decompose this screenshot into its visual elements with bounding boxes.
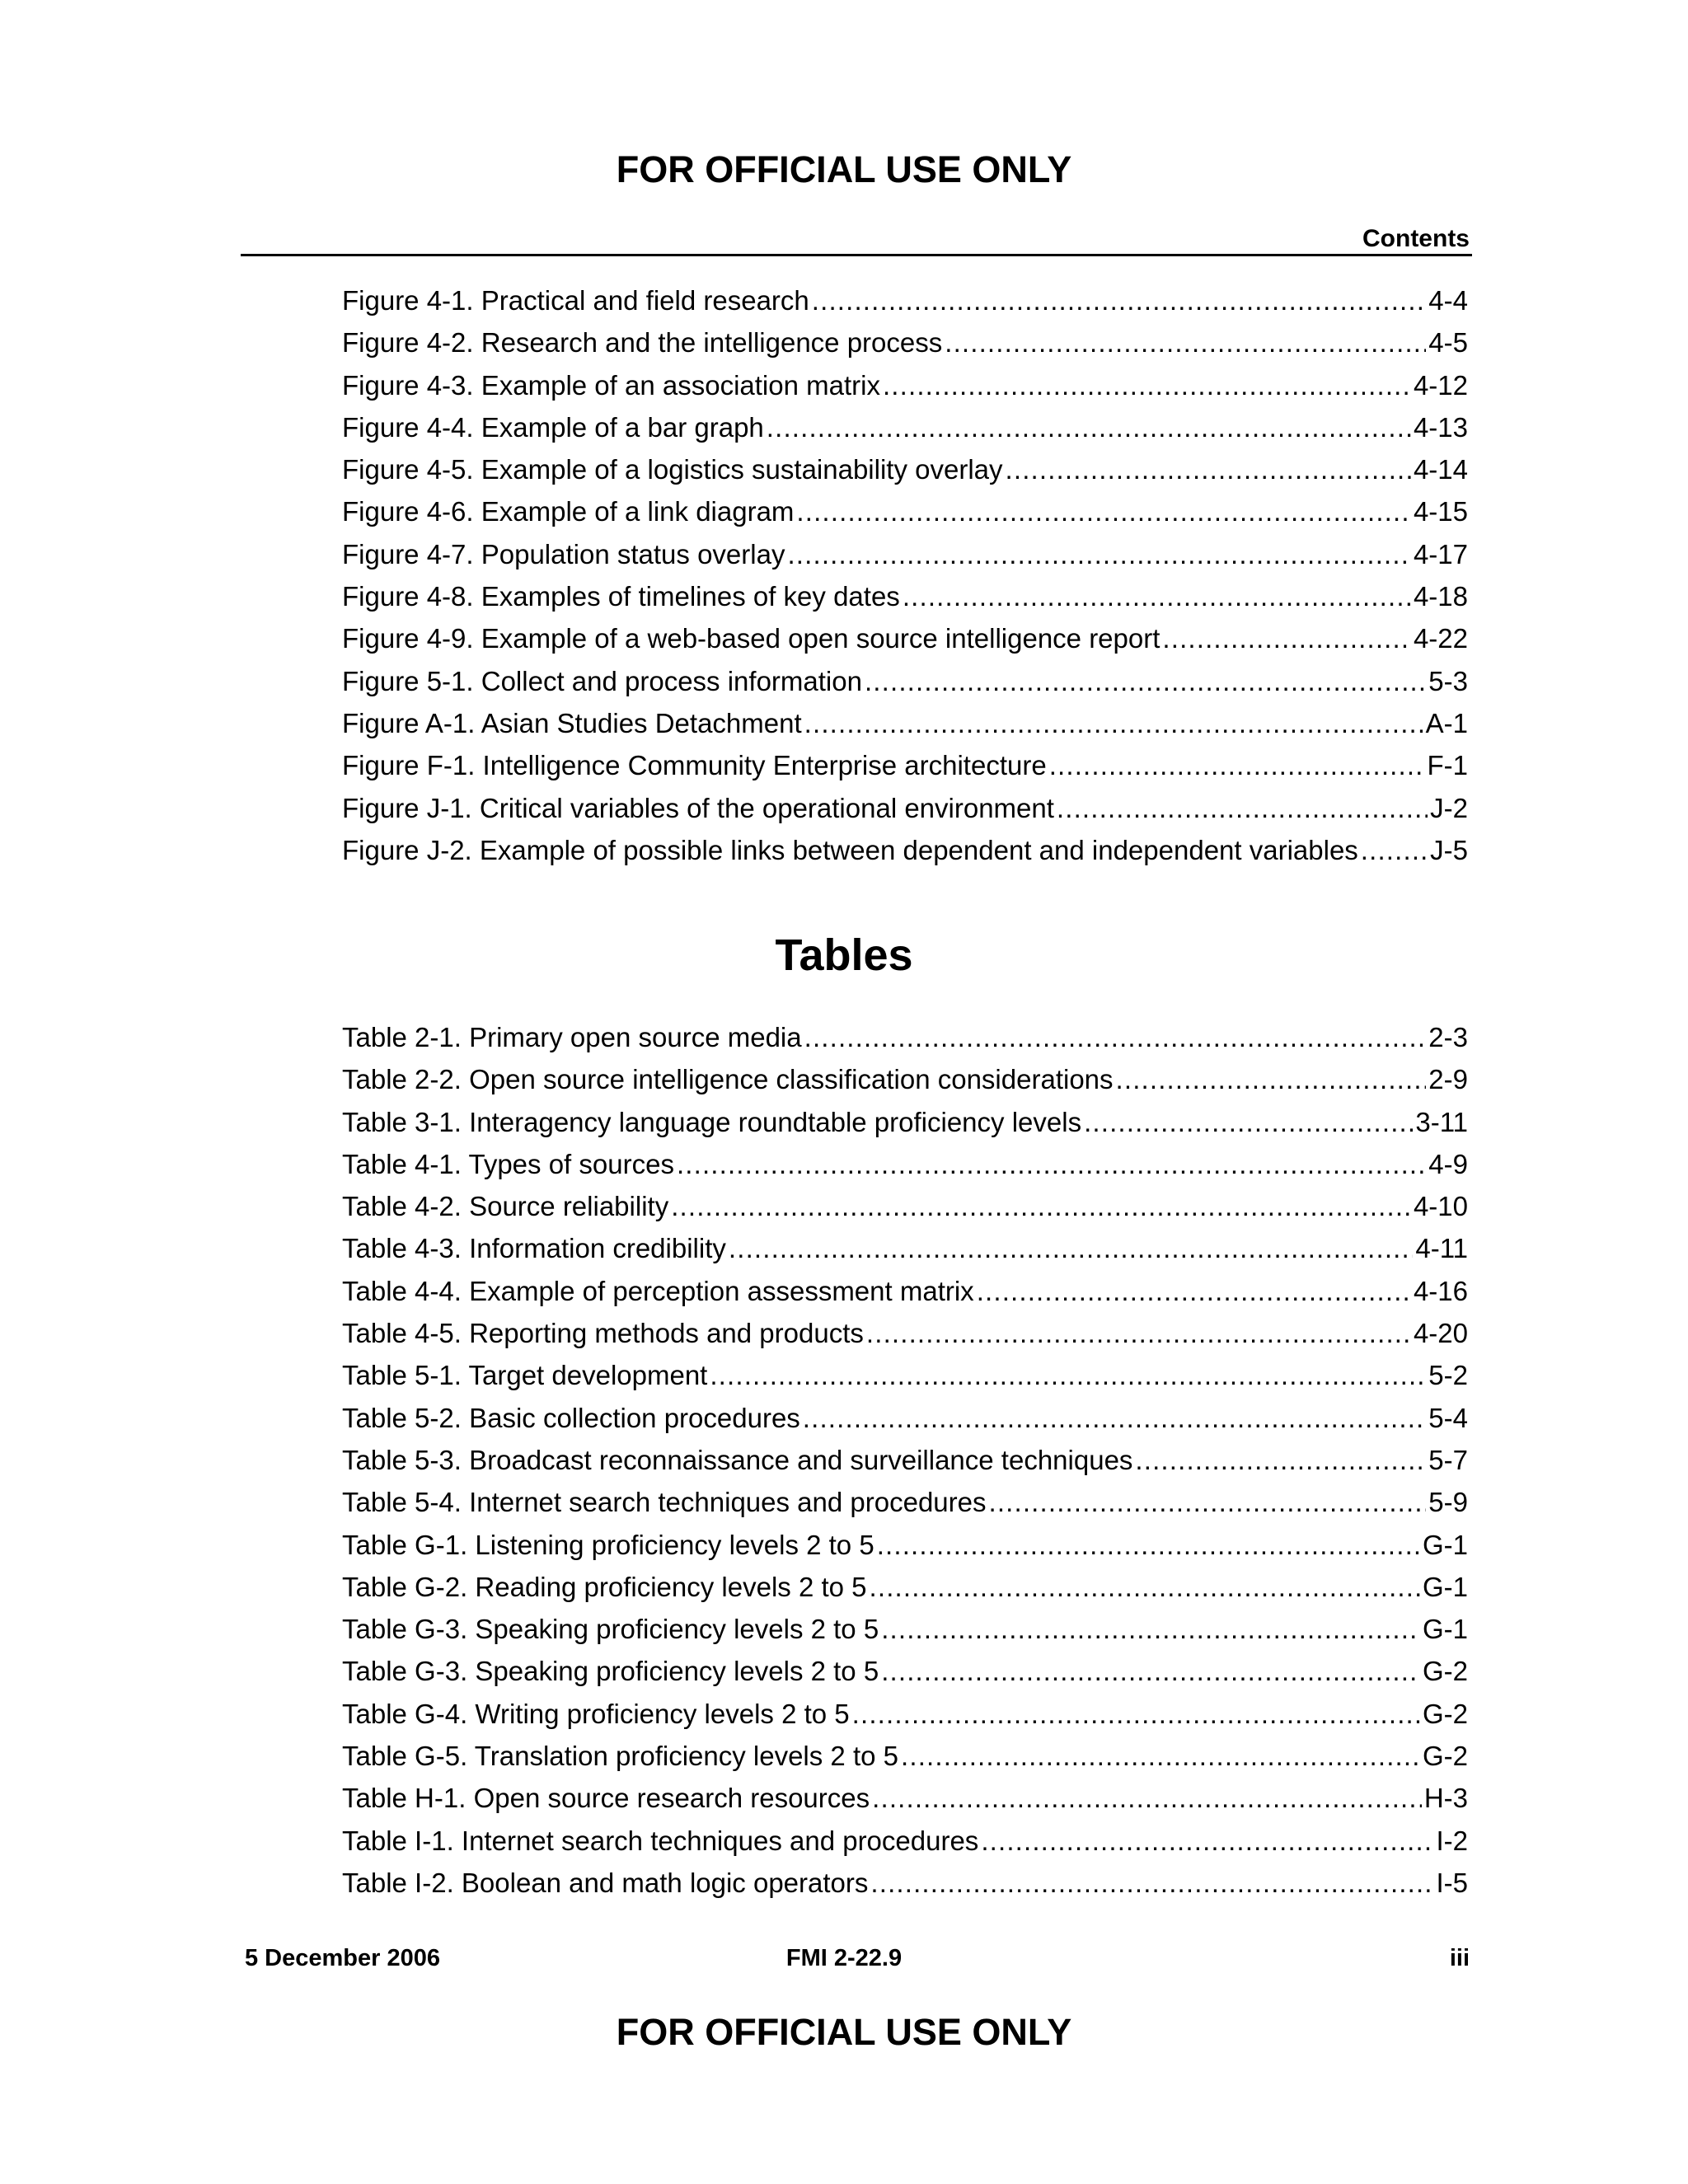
dot-leader	[872, 1783, 1422, 1814]
dot-leader	[865, 666, 1426, 697]
figure-entry[interactable]	[342, 623, 1468, 665]
table-entry[interactable]	[342, 1318, 1468, 1360]
figure-entry[interactable]	[342, 454, 1468, 496]
entry-title: Table G-5. Translation proficiency levels 2 to 5	[342, 1741, 899, 1772]
entry-page-number: G-1	[1422, 1529, 1468, 1560]
dot-leader	[1135, 1445, 1426, 1476]
dot-leader	[877, 1530, 1420, 1561]
entry-page-number: 5-4	[1428, 1402, 1468, 1433]
entry-page-number: H-3	[1423, 1783, 1468, 1814]
table-entry[interactable]	[342, 1741, 1468, 1783]
dot-leader	[1162, 623, 1411, 654]
entry-title: Table 4-2. Source reliability	[342, 1191, 669, 1222]
entry-page-number: 5-7	[1428, 1444, 1468, 1475]
entry-title: Figure A-1. Asian Studies Detachment	[342, 707, 802, 738]
dot-leader	[804, 1022, 1427, 1053]
entry-page-number: G-2	[1422, 1698, 1468, 1729]
entry-title: Table I-1. Internet search techniques and procedures	[342, 1825, 979, 1856]
dot-leader	[883, 370, 1411, 401]
entry-title: Table 5-1. Target development	[342, 1360, 708, 1391]
figure-entry[interactable]	[342, 835, 1468, 877]
entry-page-number: 5-2	[1428, 1360, 1468, 1391]
dot-leader	[881, 1614, 1420, 1645]
figure-entry[interactable]	[342, 370, 1468, 412]
table-entry[interactable]	[342, 1656, 1468, 1698]
dot-leader	[796, 496, 1411, 527]
entry-title: Figure 4-2. Research and the intelligence process	[342, 327, 943, 359]
dot-leader	[903, 581, 1411, 612]
entry-page-number: 4-13	[1413, 411, 1468, 443]
entry-title: Table 2-2. Open source intelligence classification considerations	[342, 1064, 1114, 1095]
figure-entry[interactable]	[342, 412, 1468, 454]
entry-page-number: G-1	[1422, 1571, 1468, 1602]
figure-entry[interactable]	[342, 750, 1468, 792]
entry-title: Figure 4-5. Example of a logistics sustainability overlay	[342, 454, 1003, 485]
entry-title: Table 5-4. Internet search techniques and procedures	[342, 1487, 987, 1518]
entry-page-number: 4-11	[1415, 1233, 1468, 1264]
entry-page-number: 4-10	[1413, 1191, 1468, 1222]
classification-banner-bottom: FOR OFFICIAL USE ONLY	[616, 2011, 1072, 2053]
dot-leader	[1084, 1107, 1413, 1138]
dot-leader	[870, 1572, 1420, 1603]
table-entry[interactable]	[342, 1487, 1468, 1529]
entry-page-number: 4-9	[1428, 1148, 1468, 1179]
table-entry[interactable]	[342, 1149, 1468, 1191]
entry-title: Figure 4-1. Practical and field research	[342, 285, 809, 316]
dot-leader	[866, 1318, 1411, 1349]
entry-title: Table 4-3. Information credibility	[342, 1233, 726, 1264]
entry-page-number: G-2	[1422, 1741, 1468, 1772]
entry-page-number: J-2	[1430, 792, 1468, 823]
dot-leader	[1361, 835, 1428, 866]
dot-leader	[977, 1276, 1411, 1307]
figure-entry[interactable]	[342, 496, 1468, 538]
dot-leader	[1006, 454, 1411, 485]
table-entry[interactable]	[342, 1064, 1468, 1106]
table-entry[interactable]	[342, 1360, 1468, 1402]
entry-title: Figure 4-8. Examples of timelines of key dates	[342, 581, 900, 612]
dot-leader	[767, 412, 1411, 443]
classification-banner-top: FOR OFFICIAL USE ONLY	[616, 148, 1072, 190]
entry-page-number: 4-15	[1413, 496, 1468, 527]
entry-page-number: 4-12	[1413, 369, 1468, 401]
entry-title: Figure 5-1. Collect and process information	[342, 665, 862, 696]
entry-title: Figure 4-3. Example of an association matrix	[342, 369, 880, 401]
dot-leader	[852, 1699, 1420, 1730]
dot-leader	[671, 1191, 1411, 1222]
running-header-label: Contents	[1362, 225, 1470, 252]
table-entry[interactable]	[342, 1783, 1468, 1825]
table-entry[interactable]	[342, 1530, 1468, 1572]
figure-entry[interactable]	[342, 793, 1468, 835]
dot-leader	[881, 1656, 1420, 1687]
figure-entry[interactable]	[342, 327, 1468, 369]
dot-leader	[945, 327, 1426, 359]
table-entry[interactable]	[342, 1233, 1468, 1275]
entry-title: Table H-1. Open source research resources	[342, 1783, 870, 1814]
entry-title: Table 3-1. Interagency language roundtable proficiency levels	[342, 1106, 1082, 1137]
dot-leader	[901, 1741, 1420, 1772]
entry-title: Table 4-4. Example of perception assessment matrix	[342, 1275, 974, 1306]
entry-title: Table G-3. Speaking proficiency levels 2 to 5	[342, 1614, 879, 1645]
header-divider	[241, 254, 1472, 256]
entry-page-number: F-1	[1427, 750, 1468, 781]
list-of-tables	[342, 1022, 1468, 1910]
footer-document-id: FMI 2-22.9	[785, 1945, 903, 1971]
entry-title: Table G-2. Reading proficiency levels 2 to 5	[342, 1571, 867, 1602]
dot-leader	[1116, 1064, 1427, 1095]
table-entry[interactable]	[342, 1572, 1468, 1614]
entry-title: Table 5-3. Broadcast reconnaissance and surveillance techniques	[342, 1444, 1133, 1475]
dot-leader	[981, 1825, 1433, 1857]
figure-entry[interactable]	[342, 539, 1468, 581]
entry-title: Figure F-1. Intelligence Community Enterprise architecture	[342, 750, 1047, 781]
entry-page-number: 4-4	[1428, 285, 1468, 316]
footer-page-number: iii	[1449, 1945, 1470, 1971]
footer-date: 5 December 2006	[245, 1945, 440, 1971]
entry-title: Figure 4-4. Example of a bar graph	[342, 411, 764, 443]
table-entry[interactable]	[342, 1107, 1468, 1149]
entry-title: Table 5-2. Basic collection procedures	[342, 1402, 800, 1433]
entry-title: Figure J-2. Example of possible links between dependent and independent variables	[342, 834, 1358, 865]
entry-page-number: 4-20	[1413, 1318, 1468, 1349]
entry-page-number: 5-3	[1428, 665, 1468, 696]
entry-page-number: 4-17	[1413, 538, 1468, 569]
dot-leader	[1057, 793, 1428, 824]
dot-leader	[812, 285, 1427, 316]
entry-page-number: 4-22	[1413, 623, 1468, 654]
table-entry[interactable]	[342, 1022, 1468, 1064]
figure-entry[interactable]	[342, 708, 1468, 750]
entry-title: Table 4-5. Reporting methods and products	[342, 1318, 864, 1349]
list-of-figures	[342, 285, 1468, 877]
tables-heading: Tables	[775, 930, 913, 980]
entry-page-number: G-2	[1422, 1656, 1468, 1687]
entry-title: Table G-4. Writing proficiency levels 2 to 5	[342, 1698, 850, 1729]
table-entry[interactable]	[342, 1699, 1468, 1741]
entry-page-number: I-5	[1436, 1867, 1468, 1898]
entry-page-number: 4-16	[1413, 1275, 1468, 1306]
dot-leader	[787, 539, 1410, 570]
entry-title: Figure 4-7. Population status overlay	[342, 538, 785, 569]
entry-title: Table G-3. Speaking proficiency levels 2 to 5	[342, 1656, 879, 1687]
table-entry[interactable]	[342, 1614, 1468, 1656]
dot-leader	[710, 1360, 1426, 1391]
table-entry[interactable]	[342, 1191, 1468, 1233]
dot-leader	[803, 1403, 1427, 1434]
entry-page-number: 4-14	[1413, 454, 1468, 485]
entry-page-number: 5-9	[1428, 1487, 1468, 1518]
entry-title: Table I-2. Boolean and math logic operators	[342, 1867, 869, 1898]
table-entry[interactable]	[342, 1868, 1468, 1910]
figure-entry[interactable]	[342, 581, 1468, 623]
entry-page-number: 3-11	[1415, 1106, 1468, 1137]
dot-leader	[677, 1149, 1426, 1180]
entry-page-number: 4-5	[1428, 327, 1468, 359]
entry-title: Figure 4-6. Example of a link diagram	[342, 496, 795, 527]
figure-entry[interactable]	[342, 285, 1468, 327]
entry-title: Table G-1. Listening proficiency levels 2 to 5	[342, 1529, 874, 1560]
entry-page-number: A-1	[1425, 707, 1468, 738]
dot-leader	[804, 708, 1423, 739]
table-entry[interactable]	[342, 1825, 1468, 1868]
dot-leader	[870, 1868, 1433, 1899]
entry-title: Table 4-1. Types of sources	[342, 1148, 674, 1179]
table-entry[interactable]	[342, 1276, 1468, 1318]
entry-page-number: 4-18	[1413, 581, 1468, 612]
dot-leader	[1049, 750, 1425, 781]
entry-title: Table 2-1. Primary open source media	[342, 1022, 802, 1052]
entry-page-number: 2-9	[1428, 1064, 1468, 1095]
entry-page-number: G-1	[1422, 1614, 1468, 1645]
entry-page-number: 2-3	[1428, 1022, 1468, 1052]
dot-leader	[989, 1487, 1427, 1518]
entry-page-number: J-5	[1430, 834, 1468, 865]
entry-title: Figure J-1. Critical variables of the operational environment	[342, 792, 1054, 823]
table-entry[interactable]	[342, 1403, 1468, 1445]
entry-page-number: I-2	[1436, 1825, 1468, 1856]
entry-title: Figure 4-9. Example of a web-based open source intelligence report	[342, 623, 1160, 654]
figure-entry[interactable]	[342, 666, 1468, 708]
dot-leader	[729, 1233, 1414, 1264]
table-entry[interactable]	[342, 1445, 1468, 1487]
